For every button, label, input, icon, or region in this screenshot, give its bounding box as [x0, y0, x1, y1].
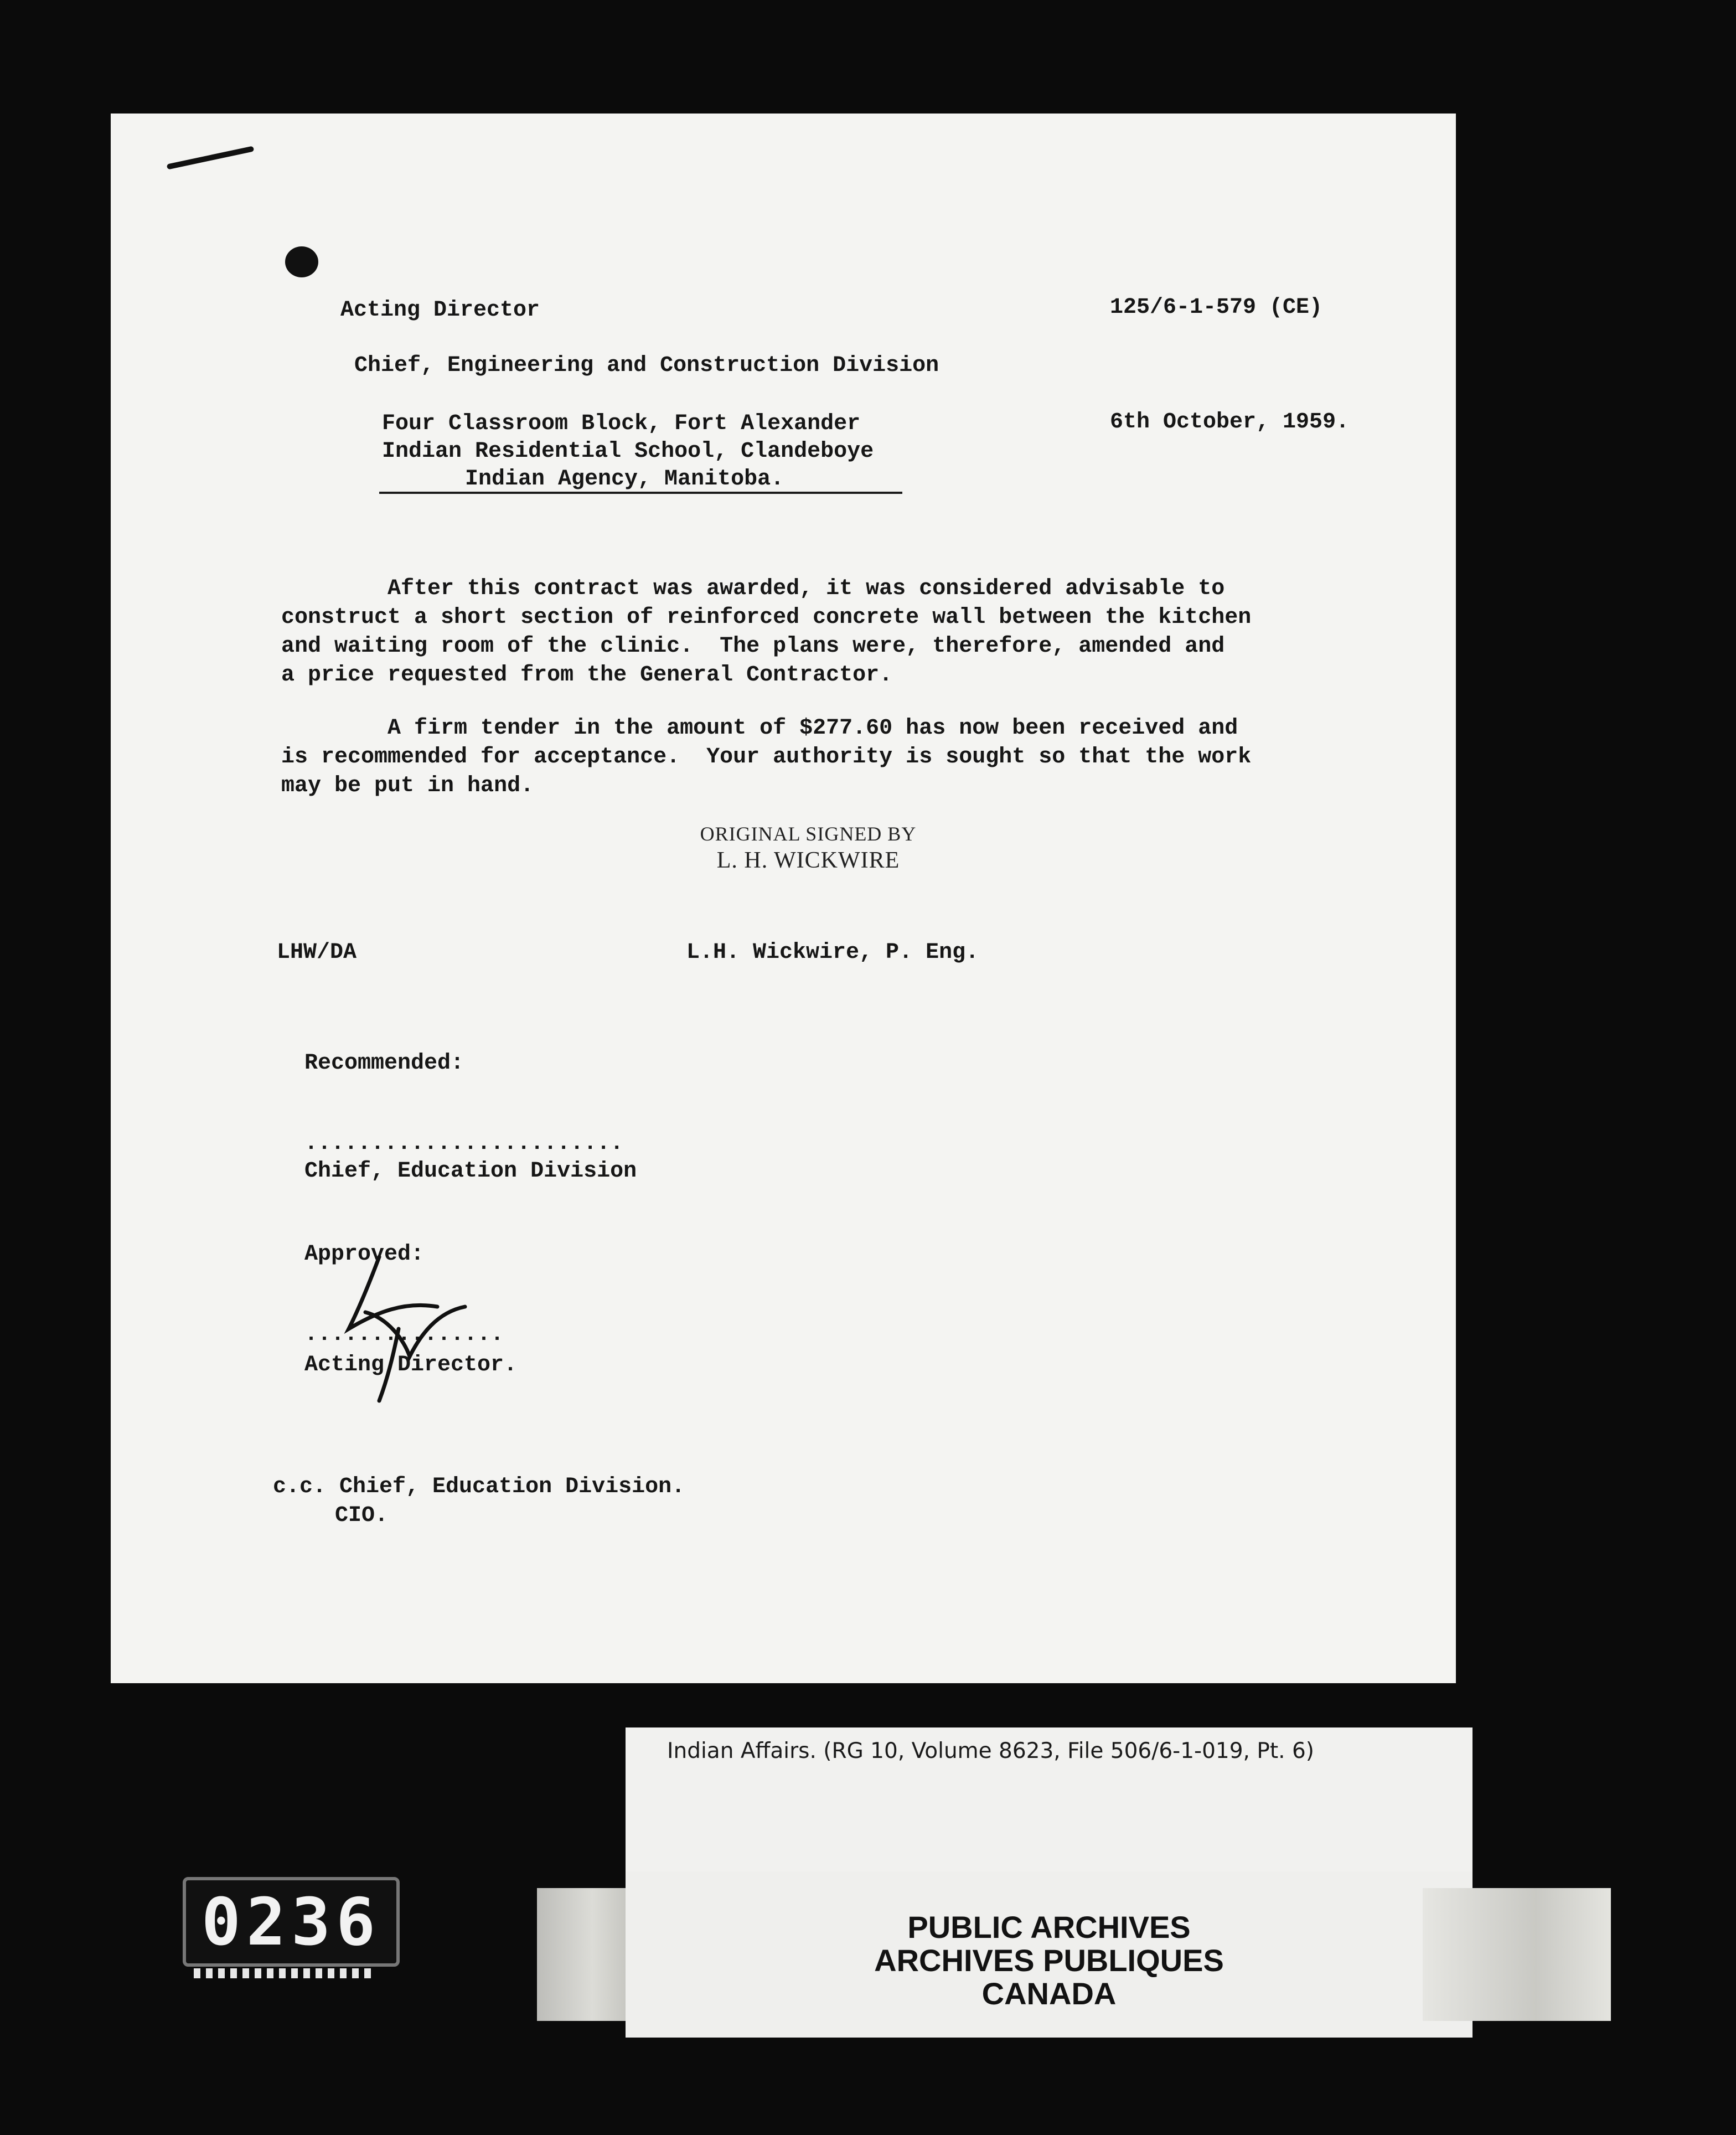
typist-initials: LHW/DA — [277, 940, 357, 965]
archives-name-fr: ARCHIVES PUBLIQUES — [874, 1943, 1224, 1978]
file-reference: 125/6-1-579 (CE) — [1110, 295, 1323, 320]
approved-label: Approved: — [304, 1242, 425, 1267]
handwritten-signature — [327, 1246, 482, 1406]
approved-title: Acting Director. — [304, 1353, 518, 1378]
body-paragraph-line: and waiting room of the clinic. The plans were, therefore, amended and — [281, 634, 1225, 659]
body-paragraph-line: a price requested from the General Contractor. — [281, 663, 893, 688]
subject-line: Indian Residential School, Clandeboye — [382, 439, 874, 464]
signatory-name: L.H. Wickwire, P. Eng. — [686, 940, 979, 965]
approved-signature-line: ............... — [304, 1322, 504, 1347]
archive-reference: Indian Affairs. (RG 10, Volume 8623, File 506/6-1-019, Pt. 6) — [667, 1739, 1314, 1763]
recommended-signature-line: ........................ — [304, 1131, 624, 1156]
letter-date: 6th October, 1959. — [1110, 410, 1350, 435]
cc-line: CIO. — [335, 1503, 389, 1528]
subject-line: Four Classroom Block, Fort Alexander — [382, 411, 861, 436]
signature-stamp-line1: ORIGINAL SIGNED BY — [700, 823, 917, 845]
body-paragraph-line: is recommended for acceptance. Your authority is sought so that the work — [281, 745, 1252, 770]
signature-stamp-line2: L. H. WICKWIRE — [716, 848, 900, 873]
cc-line: c.c. Chief, Education Division. — [273, 1474, 685, 1499]
frame-counter: 0236 — [183, 1877, 400, 1967]
addressee: Acting Director — [340, 298, 540, 323]
body-paragraph-line: may be put in hand. — [281, 773, 534, 798]
recommended-label: Recommended: — [304, 1051, 464, 1076]
archives-name-en: PUBLIC ARCHIVES — [907, 1910, 1191, 1945]
film-perforations — [194, 1968, 376, 1978]
archives-country: CANADA — [981, 1976, 1117, 2011]
subject-line: Indian Agency, Manitoba. — [465, 467, 784, 492]
body-paragraph-line: After this contract was awarded, it was considered advisable to — [281, 576, 1225, 601]
body-paragraph-line: construct a short section of reinforced concrete wall between the kitchen — [281, 605, 1252, 630]
ink-blot — [285, 246, 318, 277]
sender-division: Chief, Engineering and Construction Division — [354, 353, 939, 378]
document-page — [111, 114, 1456, 1683]
body-paragraph-line: A firm tender in the amount of $277.60 has now been received and — [281, 716, 1238, 741]
recommended-title: Chief, Education Division — [304, 1159, 637, 1184]
subject-underline — [379, 492, 902, 494]
